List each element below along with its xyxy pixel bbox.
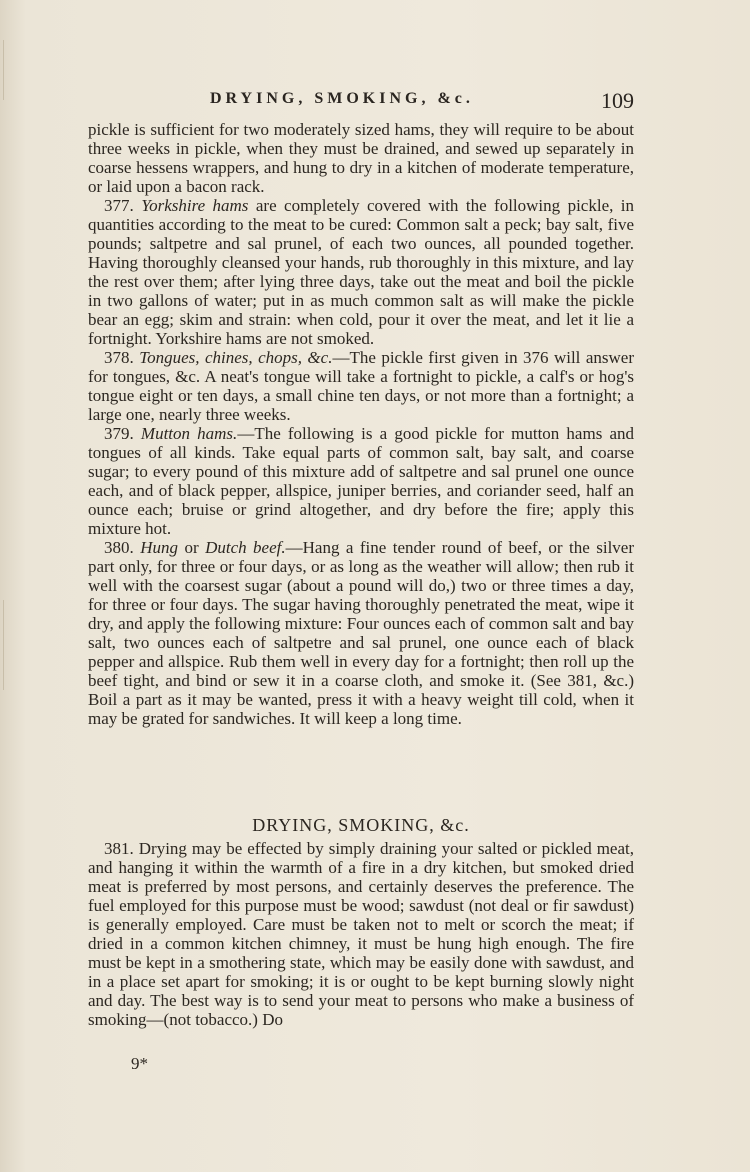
page-edge-mark (3, 600, 4, 690)
recipe-title: Mutton hams. (140, 424, 238, 443)
body-text-section (88, 839, 634, 1029)
paragraph-number: 377. (104, 196, 134, 215)
paragraph-378: 378. Tongues, chines, chops, &c.—The pickle first given in 376 will answer for tongues, &c. A neat's tongue will take a fortnight to pickle, a calf's or hog's tongue eight or ten days, a small chine ten days, or not more than a fortnight; a large one, nearly three weeks. (88, 348, 634, 424)
page-edge-mark (3, 40, 4, 100)
paragraph-number: 380. (104, 538, 134, 557)
running-header (88, 88, 634, 116)
paragraph-381: 381. Drying may be effected by simply draining your salted or pickled meat, and hanging it within the warmth of a fire in a dry kitchen, but smoked dried meat is preferred by most persons, and certainly deserves the preference. The fuel employed for this purpose must be wood; sawdust (not deal or fir sawdust) is generally employed. Care must be taken not to melt or scorch the meat; if dried in a common kitchen chimney, it must be hung high enough. The fire must be kept in a smothering state, which may be easily done with sawdust, and in a place set apart for smoking; it is or ought to be kept burning slowly night and day. The best way is to send your meat to persons who make a business of smoking—(not tobacco.) Do (88, 839, 634, 1029)
recipe-title: Tongues, chines, chops, &c. (139, 348, 333, 367)
running-title: DRYING, SMOKING, &c. (210, 90, 474, 107)
page-number: 109 (601, 88, 634, 113)
paragraph-number: 379. (104, 424, 134, 443)
paragraph-number: 378. (104, 348, 134, 367)
paragraph-380: 380. Hung or Dutch beef.—Hang a fine tender round of beef, or the silver part only, for three or four days, or as long as the weather will allow; then rub it well with the coarsest sugar (about a pound will do,) two or three times a day, for three or four days. The sugar having thoroughly penetrated the meat, wipe it dry, and apply the following mixture: Four ounces each of common salt and bay salt, two ounces each of saltpetre and sal prunel, one ounce each of black pepper and allspice. Rub them well in every day for a fortnight; then roll up the beef tight, and bind or sew it in a coarse cloth, and smoke it. (See 381, &c.) Boil a part as it may be wanted, press it with a heavy weight till cold, when it may be grated for sandwiches. It will keep a long time. (88, 538, 634, 728)
paragraph-continued: pickle is sufficient for two moderately sized hams, they will require to be about three weeks in pickle, when they must be drained, and sewed up separately in coarse hessens wrappers, and hung to dry in a kitchen of moderate temperature, or laid upon a bacon rack. (88, 120, 634, 196)
recipe-title: Dutch beef. (205, 538, 286, 557)
section-heading: DRYING, SMOKING, &c. (252, 815, 470, 835)
paragraph-377: 377. Yorkshire hams are completely covered with the following pickle, in quantities according to the meat to be cured: Common salt a peck; bay salt, five pounds; saltpetre and sal prunel, of each two ounces, all pounded together. Having thoroughly cleansed your hands, rub thoroughly in this mixture, and lay the rest over them; after lying three days, take out the meat and boil the pickle in two gallons of water; put in as much common salt as will make the pickle bear an egg; skim and strain: when cold, pour it over the meat, and let it lie a fortnight. Yorkshire hams are not smoked. (88, 196, 635, 348)
signature-mark: 9* (131, 1054, 148, 1073)
recipe-title: Yorkshire hams (141, 196, 249, 215)
body-text (88, 120, 634, 728)
paragraph-379: 379. Mutton hams.—The following is a good pickle for mutton hams and tongues of all kinds. Take equal parts of common salt, bay salt, and coarse sugar; to every pound of this mixture add of saltpetre and sal prunel one ounce each, and of black pepper, allspice, juniper berries, and coriander seed, half an ounce each; bruise or grind altogether, and dry before the fire; apply this mixture hot. (88, 424, 635, 538)
recipe-title: Hung (140, 538, 178, 557)
